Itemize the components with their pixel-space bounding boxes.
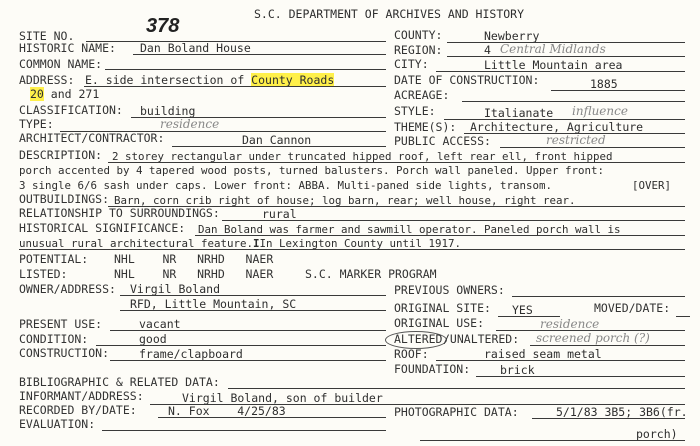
moved-date-line bbox=[676, 316, 690, 317]
description-label: DESCRIPTION: bbox=[19, 148, 103, 162]
date-construction-line bbox=[551, 90, 685, 91]
photographic-data-label: PHOTOGRAPHIC DATA: bbox=[394, 405, 519, 419]
style-value: Italianate bbox=[484, 106, 554, 120]
listed-codes: NHL NR NRHD NAER bbox=[114, 267, 274, 281]
listed-label: LISTED: bbox=[19, 267, 68, 281]
type-value: residence bbox=[160, 117, 220, 131]
construction-value: frame/clapboard bbox=[139, 347, 243, 361]
themes-value: Architecture, Agriculture bbox=[470, 120, 644, 134]
public-access-line bbox=[500, 147, 685, 148]
original-use-value: residence bbox=[540, 317, 600, 331]
condition-value: good bbox=[139, 332, 167, 346]
county-label: COUNTY: bbox=[394, 28, 443, 42]
significance-line2: unusual rural architectural feature.IIn Lexington County until 1917. bbox=[19, 237, 462, 250]
altered-label: ALTERED bbox=[394, 332, 443, 346]
bibliographic-label: BIBLIOGRAPHIC & RELATED DATA: bbox=[19, 375, 220, 389]
outbuildings-label: OUTBUILDINGS: bbox=[19, 192, 110, 206]
recorded-by-line bbox=[158, 417, 386, 418]
condition-label: CONDITION: bbox=[19, 332, 89, 346]
owner-line1: Virgil Boland bbox=[130, 282, 221, 296]
address-label: ADDRESS: bbox=[19, 73, 75, 87]
city-label: CITY: bbox=[394, 57, 429, 71]
historic-name-line bbox=[133, 54, 386, 55]
site-no-label: SITE NO. bbox=[19, 29, 75, 43]
region-line bbox=[447, 56, 685, 57]
significance-line1: Dan Boland was farmer and sawmill operator. Paneled porch wall is bbox=[198, 223, 621, 236]
architect-value: Dan Cannon bbox=[242, 133, 312, 147]
significance-label: HISTORICAL SIGNIFICANCE: bbox=[19, 221, 186, 235]
relationship-label: RELATIONSHIP TO SURROUNDINGS: bbox=[19, 206, 220, 220]
photographic-data-value2: porch) bbox=[636, 427, 678, 441]
unaltered-label: /UNALTERED: bbox=[443, 332, 520, 346]
classification-value: building bbox=[140, 104, 196, 118]
public-access-label: PUBLIC ACCESS: bbox=[394, 134, 491, 148]
region-label: REGION: bbox=[394, 43, 443, 57]
region-value: 4 bbox=[484, 43, 491, 57]
altered-handwritten: screened porch (?) bbox=[536, 331, 650, 345]
style-label: STYLE: bbox=[394, 104, 436, 118]
foundation-value: brick bbox=[500, 363, 535, 377]
evaluation-line bbox=[102, 430, 386, 431]
significance-rule2 bbox=[19, 249, 685, 250]
region-handwritten: Central Midlands bbox=[500, 42, 606, 56]
address-value-line2: 20 and 271 bbox=[30, 87, 100, 101]
date-construction-label: DATE OF CONSTRUCTION: bbox=[394, 73, 540, 87]
present-use-value: vacant bbox=[139, 317, 181, 331]
common-name-line bbox=[105, 69, 386, 70]
recorded-by-label: RECORDED BY/DATE: bbox=[19, 403, 137, 417]
card-header: S.C. DEPARTMENT OF ARCHIVES AND HISTORY bbox=[254, 7, 525, 21]
marker-program: S.C. MARKER PROGRAM bbox=[305, 267, 437, 281]
style-handwritten: influence bbox=[572, 104, 628, 118]
historic-name-value: Dan Boland House bbox=[140, 41, 251, 55]
moved-date-label: MOVED/DATE: bbox=[594, 301, 671, 315]
informant-label: INFORMANT/ADDRESS: bbox=[19, 389, 144, 403]
city-value: Little Mountain area bbox=[484, 58, 623, 72]
city-line bbox=[436, 71, 685, 72]
relationship-line bbox=[222, 220, 685, 221]
public-access-value: restricted bbox=[546, 133, 606, 147]
description-over: [OVER] bbox=[632, 179, 672, 192]
address-line bbox=[84, 86, 386, 87]
condition-line bbox=[96, 345, 386, 346]
original-site-value: YES bbox=[512, 303, 533, 317]
roof-label: ROOF: bbox=[394, 347, 429, 361]
classification-label: CLASSIFICATION: bbox=[19, 103, 123, 117]
informant-value: Virgil Boland, son of builder bbox=[182, 391, 383, 405]
foundation-line bbox=[476, 376, 685, 377]
acreage-line bbox=[462, 101, 685, 102]
outbuildings-value: Barn, corn crib right of house; log barn, rear; well house, right rear. bbox=[114, 194, 576, 207]
owner-label: OWNER/ADDRESS: bbox=[19, 282, 116, 296]
architect-line bbox=[172, 146, 386, 147]
photographic-data-value: 5/1/83 3B5; 3B6(fr. bbox=[556, 405, 688, 419]
potential-label: POTENTIAL: bbox=[19, 252, 89, 266]
owner-line2: RFD, Little Mountain, SC bbox=[130, 297, 297, 311]
historic-name-label: HISTORIC NAME: bbox=[19, 41, 116, 55]
owner-rule2 bbox=[120, 310, 386, 311]
bibliographic-line bbox=[228, 388, 685, 389]
previous-owners-label: PREVIOUS OWNERS: bbox=[394, 283, 505, 297]
county-value: Newberry bbox=[484, 29, 540, 43]
altered-line bbox=[530, 345, 685, 346]
present-use-line bbox=[110, 330, 386, 331]
common-name-label: COMMON NAME: bbox=[19, 57, 103, 71]
owner-rule1 bbox=[120, 295, 386, 296]
description-rule1 bbox=[108, 162, 685, 163]
original-use-label: ORIGINAL USE: bbox=[394, 316, 485, 330]
previous-owners-line bbox=[512, 296, 685, 297]
architect-label: ARCHITECT/CONTRACTOR: bbox=[19, 131, 165, 145]
relationship-value: rural bbox=[262, 207, 297, 221]
roof-value: raised seam metal bbox=[484, 347, 602, 361]
photographic-data-line2 bbox=[420, 440, 685, 441]
themes-label: THEME(S): bbox=[394, 120, 457, 134]
type-label: TYPE: bbox=[19, 117, 54, 131]
description-line2: porch accented by 4 tapered wood posts, turned balusters. Porch wall paneled. Upper front: bbox=[19, 164, 605, 177]
recorded-by-value: N. Fox 4/25/83 bbox=[168, 404, 286, 418]
description-line3: 3 single 6/6 sash under caps. Lower front: ABBA. Multi-paned side lights, transom. bbox=[19, 179, 553, 192]
site-no-value: 378 bbox=[146, 15, 180, 37]
date-construction-value: 1885 bbox=[590, 77, 618, 91]
present-use-label: PRESENT USE: bbox=[19, 317, 103, 331]
acreage-label: ACREAGE: bbox=[394, 88, 450, 102]
significance-rule1 bbox=[195, 235, 685, 236]
description-line1: 2 storey rectangular under truncated hipped roof, left rear ell, front hipped bbox=[112, 150, 613, 163]
construction-line bbox=[110, 360, 386, 361]
potential-codes: NHL NR NRHD NAER bbox=[114, 252, 274, 266]
photographic-data-line bbox=[532, 418, 685, 419]
address-value-line1: E. side intersection of County Roads bbox=[85, 73, 335, 87]
original-site-label: ORIGINAL SITE: bbox=[394, 301, 491, 315]
foundation-label: FOUNDATION: bbox=[394, 362, 471, 376]
roof-line bbox=[436, 360, 685, 361]
construction-label: CONSTRUCTION: bbox=[19, 346, 110, 360]
evaluation-label: EVALUATION: bbox=[19, 417, 96, 431]
